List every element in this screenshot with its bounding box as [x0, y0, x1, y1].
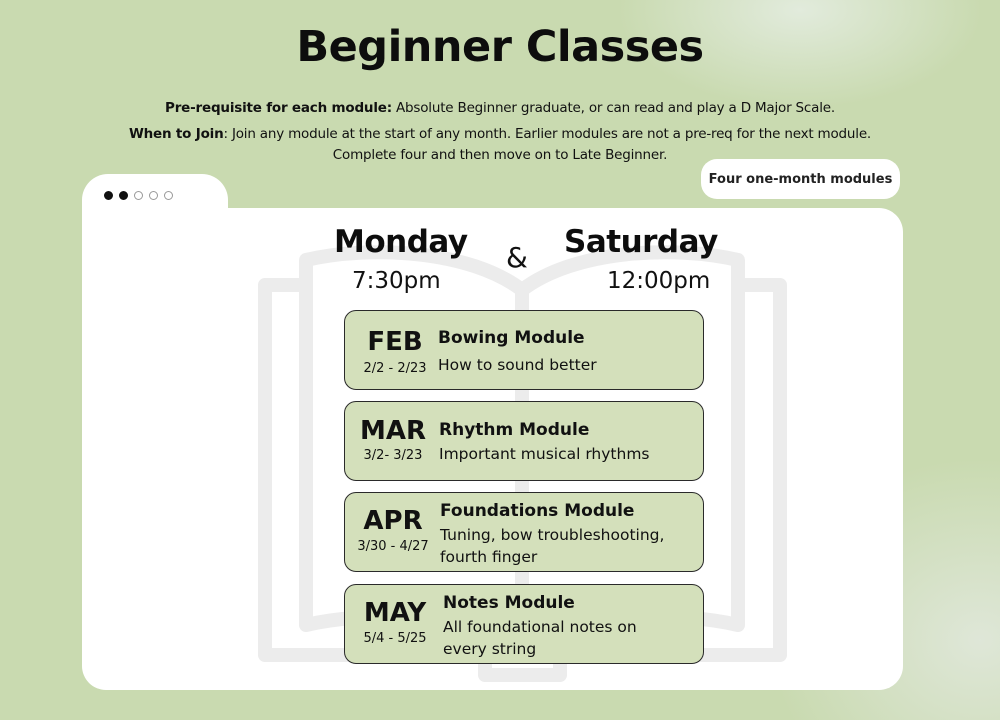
time-monday: 7:30pm — [352, 268, 441, 294]
pagination-dot[interactable] — [149, 191, 158, 200]
module-month: APR — [363, 506, 423, 536]
prerequisite-text — [0, 100, 1000, 116]
pagination-dot[interactable] — [119, 191, 128, 200]
when-to-join-label: When to Join — [128, 126, 224, 142]
module-month: MAR — [359, 416, 426, 446]
page-title: Beginner Classes — [296, 22, 704, 72]
pagination-dot[interactable] — [134, 191, 143, 200]
module-card-feb[interactable] — [344, 310, 704, 390]
module-name: Notes Module — [443, 593, 575, 613]
modules-tab[interactable] — [701, 159, 900, 199]
module-month: MAY — [363, 598, 427, 628]
module-card-apr[interactable] — [344, 492, 704, 572]
module-description: How to sound better — [438, 356, 597, 374]
when-to-join-value: : Join any module at the start of any month. Earlier modules are not a pre-req for the next module. — [223, 126, 872, 142]
day-monday: Monday — [334, 224, 468, 260]
pagination-dots — [104, 191, 173, 200]
pagination-dot[interactable] — [104, 191, 113, 200]
module-name: Rhythm Module — [439, 420, 590, 440]
module-description: All foundational notes on every string — [443, 618, 637, 658]
module-dates: 3/30 - 4/27 — [357, 539, 429, 554]
module-card-may[interactable] — [344, 584, 704, 664]
module-card-mar[interactable] — [344, 401, 704, 481]
module-dates: 5/4 - 5/25 — [363, 631, 427, 646]
time-saturday: 12:00pm — [607, 268, 711, 294]
when-to-join-value-2: Complete four and then move on to Late Beginner. — [332, 147, 668, 163]
module-name: Bowing Module — [438, 328, 585, 348]
module-description: Important musical rhythms — [439, 445, 650, 463]
prerequisite-value: Absolute Beginner graduate, or can read and play a D Major Scale. — [391, 100, 835, 116]
prerequisite-label: Pre-requisite for each module: — [165, 100, 392, 116]
module-dates: 2/2 - 2/23 — [363, 361, 427, 376]
day-saturday: Saturday — [564, 224, 718, 260]
module-dates: 3/2- 3/23 — [363, 448, 423, 463]
module-name: Foundations Module — [440, 501, 635, 521]
modules-tab-label: Four one-month modules — [708, 171, 893, 187]
pagination-dot[interactable] — [164, 191, 173, 200]
module-description: Tuning, bow troubleshooting, fourth finger — [440, 526, 665, 566]
ampersand: & — [506, 241, 528, 274]
module-month: FEB — [367, 327, 423, 357]
